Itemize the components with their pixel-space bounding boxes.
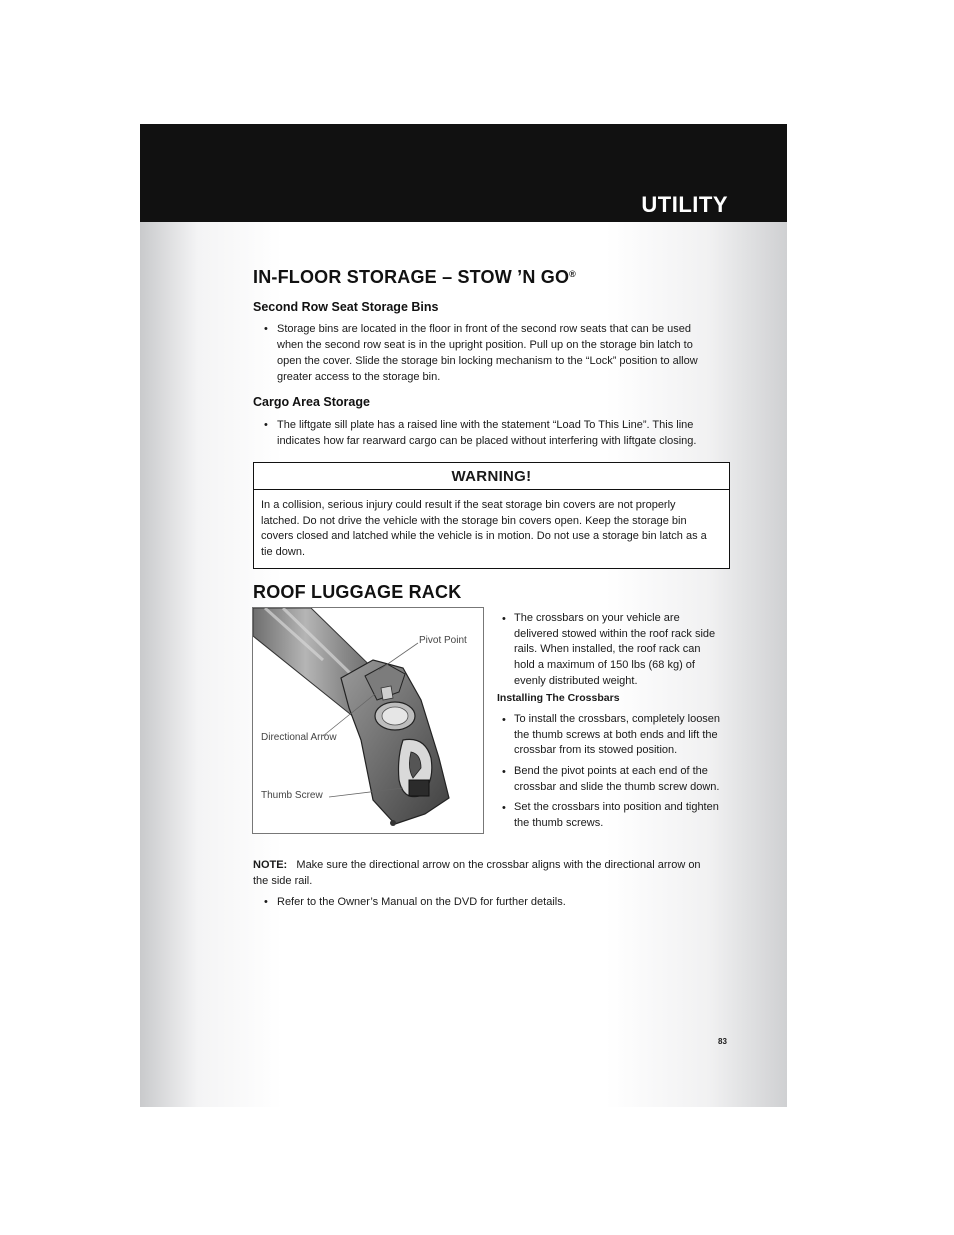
- bullet-glyph: •: [264, 323, 268, 335]
- text-line: delivered stowed within the roof rack side: [514, 627, 716, 640]
- text-line: the thumb screws.: [514, 816, 604, 829]
- manual-page: [140, 124, 787, 1107]
- installing-crossbars-title: Installing The Crossbars: [497, 692, 620, 704]
- text-line: crossbar from its stowed position.: [514, 744, 678, 757]
- figure-label-thumb-screw: Thumb Screw: [261, 790, 323, 801]
- text-line: open the cover. Slide the storage bin locking mechanism to the “Lock” position to allow: [277, 355, 698, 367]
- text-line: [253, 857, 733, 873]
- text-line: tie down.: [261, 545, 306, 558]
- bullet-glyph: •: [502, 613, 506, 625]
- second-row-bullet-text: [277, 321, 737, 385]
- bullet-glyph: •: [502, 714, 506, 726]
- crossbar-illustration: [252, 607, 484, 834]
- figure-label-directional-arrow: Directional Arrow: [261, 732, 337, 743]
- text-line: rails. When installed, the roof rack can: [514, 643, 701, 656]
- figure-label-pivot-point: Pivot Point: [419, 635, 467, 646]
- section-title-text: IN-FLOOR STORAGE – STOW ’N GO: [253, 267, 570, 287]
- text-line: the side rail.: [253, 875, 313, 887]
- text-line: The crossbars on your vehicle are: [514, 612, 680, 624]
- bullet-glyph: •: [264, 896, 268, 908]
- text-line: In a collision, serious injury could result if the seat storage bin covers are not properly: [261, 499, 676, 511]
- section-title-roof-luggage-rack: ROOF LUGGAGE RACK: [253, 582, 462, 602]
- text-line: the thumb screws at both ends and lift the: [514, 728, 718, 741]
- text-line: when the second row seat is in the upright position. Pull up on the storage bin latch to: [277, 339, 693, 351]
- text-line: evenly distributed weight.: [514, 674, 638, 687]
- text-line: hold a maximum of 150 lbs (68 kg) of: [514, 659, 695, 672]
- install-step-loosen: [514, 712, 739, 759]
- header-band: [140, 124, 787, 222]
- warning-box: [253, 462, 730, 569]
- page-number: 83: [718, 1037, 727, 1046]
- text-line: To install the crossbars, completely loosen: [514, 713, 721, 725]
- bullet-glyph: •: [264, 419, 268, 431]
- text-line: Set the crossbars into position and tighten: [514, 801, 719, 813]
- warning-text: [254, 490, 729, 560]
- bullet-glyph: •: [502, 802, 506, 814]
- text-line: covers closed and latched while the vehicle is in motion. Do not use a storage bin latch as a: [261, 530, 707, 542]
- note-label: NOTE:: [253, 859, 288, 871]
- subsection-title-cargo-area: Cargo Area Storage: [253, 395, 370, 409]
- text-line: indicates how far rearward cargo can be placed without interfering with liftgate closing.: [277, 435, 697, 447]
- text-line: The liftgate sill plate has a raised line with the statement “Load To This Line”. This line: [277, 419, 694, 431]
- subsection-title-second-row: Second Row Seat Storage Bins: [253, 300, 439, 314]
- page-section-title: UTILITY: [641, 192, 728, 217]
- bullet-glyph: •: [502, 766, 506, 778]
- warning-title: WARNING!: [254, 463, 729, 490]
- cargo-area-bullet-text: [277, 417, 737, 449]
- text-line: latched. Do not drive the vehicle with the storage bin covers open. Keep the storage bin: [261, 514, 687, 527]
- text-line: crossbar and slide the thumb screw down.: [514, 780, 720, 793]
- text-line: Storage bins are located in the floor in front of the second row seats that can be used: [277, 323, 691, 335]
- text-line: Bend the pivot points at each end of the: [514, 765, 708, 777]
- owners-manual-reference: Refer to the Owner’s Manual on the DVD for further details.: [277, 896, 566, 908]
- note-text: Make sure the directional arrow on the crossbar aligns with the directional arrow on: [296, 859, 701, 871]
- crossbar-capacity-text: [514, 611, 739, 690]
- note-paragraph: [253, 857, 733, 889]
- registered-mark: ®: [569, 269, 576, 279]
- install-step-set: [514, 800, 739, 831]
- text-line: greater access to the storage bin.: [277, 371, 441, 383]
- section-title-in-floor-storage: [253, 267, 576, 288]
- install-step-bend: [514, 764, 739, 795]
